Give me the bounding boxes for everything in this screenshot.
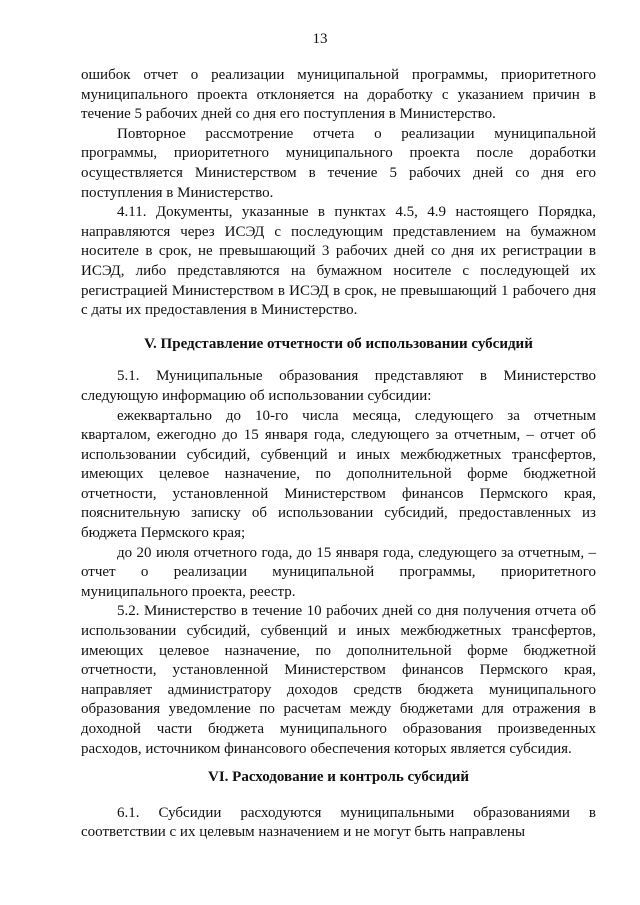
paragraph-5-1: 5.1. Муниципальные образования представляют в Министерство следующую информацию об использовании субсидии: bbox=[81, 368, 596, 404]
section-5-heading: V. Представление отчетности об использовании субсидий bbox=[144, 335, 533, 352]
document-body bbox=[81, 66, 596, 843]
paragraph-6-1: 6.1. Субсидии расходуются муниципальными образованиями в соответствии с их целевым назначением и не могут быть направлены bbox=[81, 804, 596, 841]
paragraph-4-11: 4.11. Документы, указанные в пунктах 4.5, 4.9 настоящего Порядка, направляются через ИСЭД с последующим представлением на бумажном носителе в срок, не превышающий 3 рабочих дней со дня их регистрации в ИСЭД, либо представляются на бумажном носителе с последующей их регистрацией Министерством в ИСЭД в срок, не превышающий 1 рабочего дня с даты их предоставления в Министерство. bbox=[81, 204, 596, 319]
section-6-heading: VI. Расходование и контроль субсидий bbox=[207, 769, 469, 786]
paragraph-5-1-quarterly: ежеквартально до 10-го числа месяца, следующего за отчетным кварталом, ежегодно до 15 января года, следующего за отчетным, – отчет об использовании субсидий, субвенций и иных межбюджетных трансфертов, имеющих целевое назначение, по дополнительной форме бюджетной отчетности, установленной Министерством финансов Пермского края, пояснительную записку об использовании субсидий, предоставленных из бюджета Пермского края; bbox=[81, 407, 596, 542]
paragraph-5-1-annual: до 20 июля отчетного года, до 15 января года, следующего за отчетным, – отчет о реализации муниципальной программы, приоритетного муниципального проекта, реестр. bbox=[81, 544, 596, 600]
paragraph-intro-2: Повторное рассмотрение отчета о реализации муниципальной программы, приоритетного муниципального проекта после доработки осуществляется Министерством в течение 5 рабочих дней со дня его поступления в Министерство. bbox=[81, 125, 596, 201]
paragraph-5-2: 5.2. Министерство в течение 10 рабочих дней со дня получения отчета об использовании субсидий, субвенций и иных межбюджетных трансфертов, имеющих целевое назначение, по дополнительной форме бюджетной отчетности, установленной Министерством финансов Пермского края, направляет администратору доходов средств бюджета муниципального образования уведомление по расчетам между бюджетами для отражения в доходной части бюджета муниципального образования произведенных расходов, источником финансового обеспечения которых является субсидия. bbox=[81, 603, 596, 757]
page-number: 13 bbox=[312, 31, 328, 47]
paragraph-intro-1: ошибок отчет о реализации муниципальной программы, приоритетного муниципального проекта отклоняется на доработку с указанием причин в течение 5 рабочих дней со дня его поступления в Министерство. bbox=[81, 67, 596, 123]
